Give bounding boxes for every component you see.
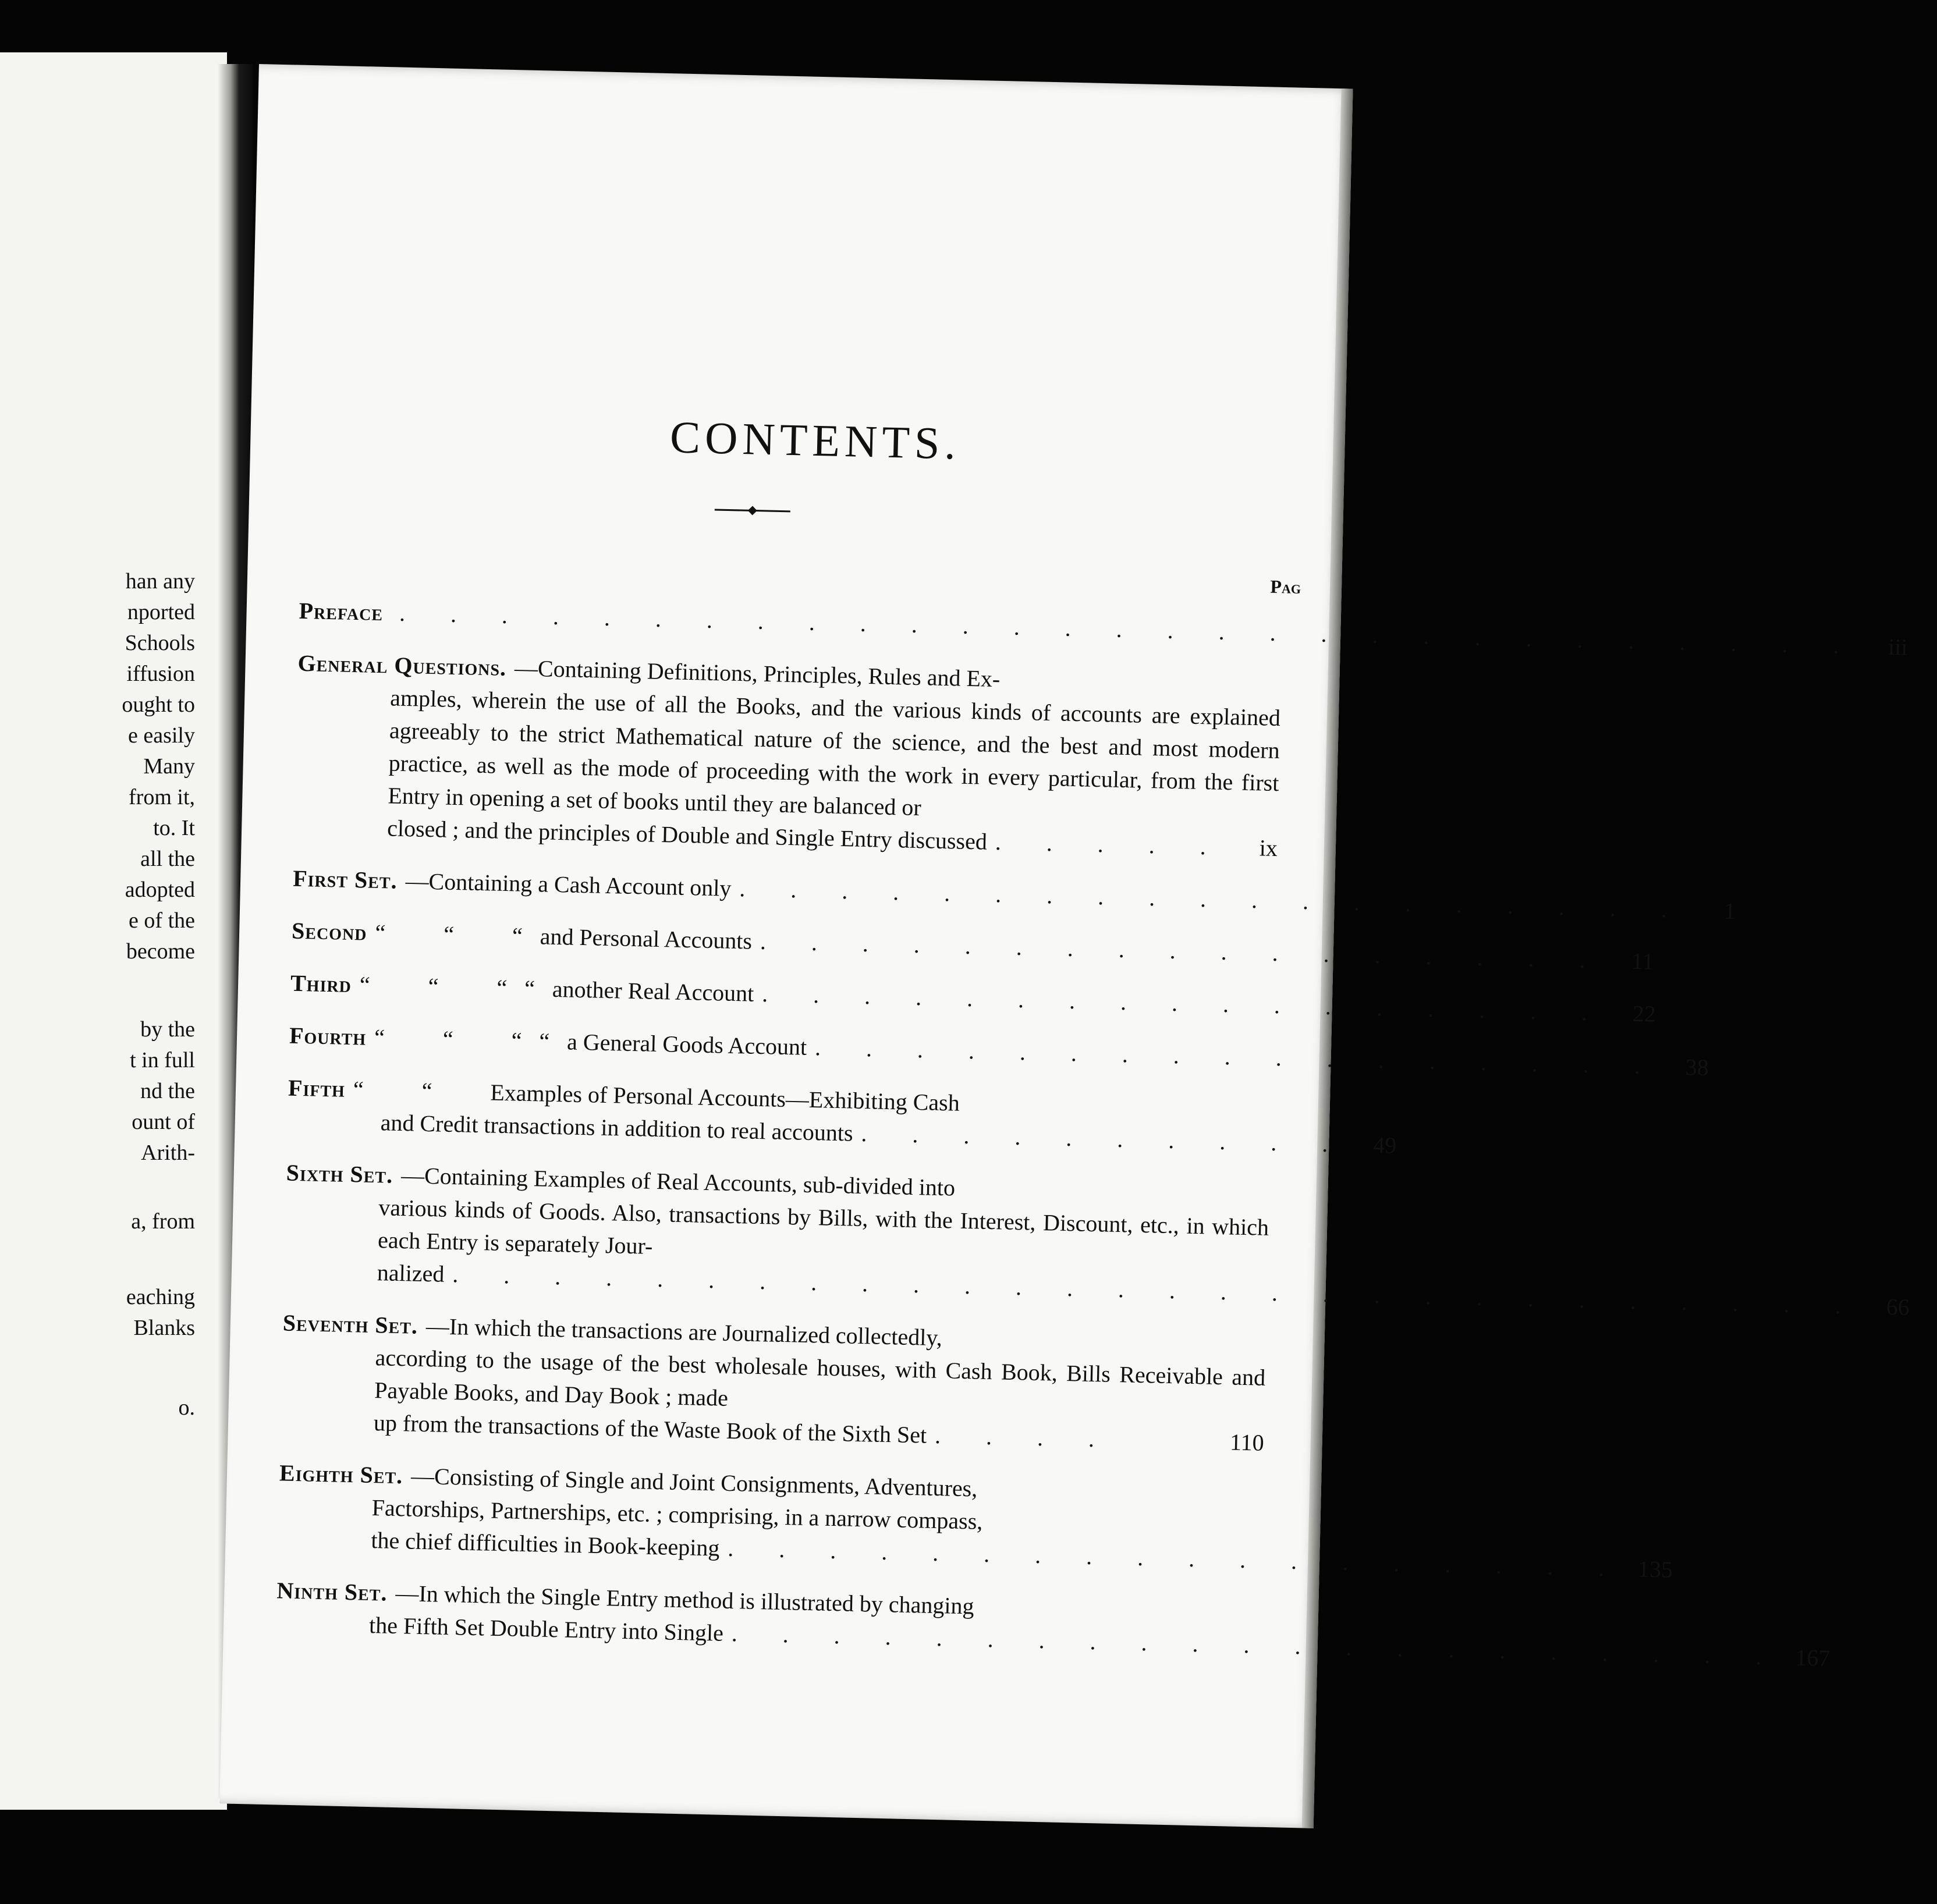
- facing-text-fragment: nported: [127, 600, 195, 624]
- toc-entry-third-set: [290, 967, 1656, 1027]
- entry-text: “ “ “ “ another Real Account: [359, 971, 754, 1007]
- facing-text-fragment: adopted: [125, 878, 195, 902]
- entry-text: —In which the Single Entry method is illustrated by changing: [395, 1580, 975, 1619]
- facing-text-fragment: to. It: [153, 816, 195, 840]
- facing-text-fragment: nd the: [140, 1079, 195, 1103]
- entry-label: Third: [290, 969, 352, 998]
- leader-dots: . . . . . . . . . . . . . . . . .: [760, 928, 1606, 974]
- page-number: 135: [1637, 1555, 1673, 1583]
- facing-text-fragment: Blanks: [133, 1316, 195, 1340]
- facing-text-fragment: become: [126, 939, 195, 964]
- leader-dots: . . . . .: [995, 829, 1226, 861]
- entry-tail: nalized: [377, 1259, 445, 1287]
- facing-page-left: [0, 52, 227, 1810]
- entry-text: —Consisting of Single and Joint Consignments, Adventures,: [410, 1462, 978, 1502]
- entry-tail: and Credit transactions in addition to real accounts: [380, 1109, 854, 1146]
- facing-text-fragment: e of the: [129, 908, 195, 933]
- page-column-heading: Pag: [1270, 576, 1301, 598]
- toc-entry-fourth-set: [289, 1020, 1709, 1081]
- page-title: CONTENTS.: [669, 411, 961, 469]
- facing-text-fragment: Arith-: [141, 1141, 195, 1165]
- entry-description: amples, wherein the use of all the Books, and the various kinds of accounts are explained agreeably to the strict Mathematical nature of the science, and the best and most modern practice, as well as the mode of proceeding with the work in every particular, from the first Entry in opening a set of books until they are balanced or: [388, 684, 1281, 821]
- entry-label: Eighth Set.: [279, 1459, 403, 1489]
- entry-tail: up from the transactions of the Waste Book of the Sixth Set: [373, 1409, 927, 1448]
- toc-entry-ninth-set: [276, 1574, 1830, 1671]
- entry-label: Fifth: [288, 1074, 346, 1102]
- toc-entry-eighth-set: [278, 1457, 1673, 1583]
- facing-text-fragment: a, from: [131, 1209, 195, 1234]
- divider-ornament-icon: [715, 502, 791, 519]
- leader-dots: . . . . . . . . . . . . . . . . .: [761, 981, 1608, 1026]
- entry-text: “ “ “ and Personal Accounts: [375, 919, 753, 954]
- entry-description: various kinds of Goods. Also, transactions by Bills, with the Interest, Discount, etc., in which each Entry is separately Jour-: [377, 1194, 1269, 1259]
- entry-label: Ninth Set.: [276, 1577, 388, 1606]
- leader-dots: . . . . . . . . . . . . . . . . . . .: [739, 875, 1687, 923]
- facing-text-fragment: eaching: [126, 1285, 195, 1309]
- toc-entry-general-questions: [294, 647, 1282, 865]
- page-number: 1: [1723, 897, 1736, 924]
- toc-entry-fifth-set: [287, 1072, 1397, 1159]
- toc-entry-sixth-set: [283, 1157, 1910, 1320]
- leader-dots: . . . .: [934, 1422, 1115, 1452]
- entry-label: Preface: [299, 597, 384, 626]
- entry-label: Seventh Set.: [282, 1309, 418, 1339]
- entry-label: First Set.: [292, 865, 398, 894]
- page-number: 49: [1372, 1131, 1397, 1159]
- facing-text-fragment: han any: [125, 569, 195, 594]
- entry-label: Sixth Set.: [286, 1159, 393, 1188]
- page-number: 110: [1229, 1429, 1265, 1456]
- entry-label: General Questions.: [297, 649, 507, 681]
- toc-entry-seventh-set: [280, 1306, 1266, 1459]
- facing-text-fragment: e easily: [127, 723, 195, 748]
- facing-text-fragment: all the: [140, 847, 195, 871]
- facing-text-fragment: ount of: [132, 1110, 195, 1134]
- leader-dots: . . . . . . . . . . . . . . . . . .: [727, 1534, 1624, 1582]
- entry-tail: the Fifth Set Double Entry into Single: [368, 1611, 724, 1646]
- page-number: 66: [1886, 1293, 1910, 1320]
- leader-dots: . . . . . . . . . . . . . . . . . . . . . . . . . . . . .: [399, 599, 1860, 659]
- entry-label: Fourth: [289, 1022, 367, 1050]
- entry-text: “ “ “ “ a General Goods Account: [374, 1024, 807, 1060]
- toc-entry-second-set: [291, 915, 1655, 975]
- contents-page: [219, 64, 1910, 1828]
- facing-text-fragment: Many: [143, 754, 195, 779]
- entry-text: “ “ Examples of Personal Accounts—Exhibiting Cash: [353, 1076, 960, 1116]
- entry-text: —Containing a Cash Account only: [405, 868, 732, 901]
- facing-text-fragment: o.: [178, 1395, 195, 1420]
- leader-dots: . . . . . . . . . . . . . . . . . . . . . . . . . . . .: [452, 1261, 1861, 1319]
- entry-description: Factorships, Partnerships, etc. ; comprising, in a narrow compass,: [371, 1494, 983, 1534]
- page-number: 38: [1685, 1054, 1709, 1081]
- page-number: iii: [1888, 633, 1908, 660]
- page-number: ix: [1259, 834, 1278, 862]
- entry-text: —Containing Definitions, Principles, Rules and Ex-: [514, 655, 1001, 692]
- toc-entry-first-set: [292, 862, 1736, 924]
- page-number: 11: [1631, 947, 1655, 975]
- entry-description: according to the usage of the best wholesale houses, with Cash Book, Bills Receivable and Payable Books, and Day Book ; made: [374, 1344, 1266, 1411]
- leader-dots: . . . . . . . . . . . . . . . . .: [814, 1034, 1661, 1080]
- facing-text-fragment: t in full: [130, 1048, 195, 1072]
- leader-dots: . . . . . . . . . . . . . . . . . . . . .: [731, 1620, 1782, 1671]
- page-number: 22: [1632, 1000, 1656, 1027]
- facing-text-fragment: iffusion: [126, 662, 195, 686]
- entry-tail: the chief difficulties in Book-keeping: [370, 1527, 720, 1561]
- facing-text-fragment: ought to: [122, 692, 195, 717]
- entry-label: Second: [291, 917, 368, 946]
- facing-text-fragment: from it,: [129, 785, 195, 809]
- entry-tail: closed ; and the principles of Double and Single Entry discussed: [386, 815, 988, 855]
- page-number: 167: [1794, 1644, 1830, 1671]
- leader-dots: . . . . . . . . . .: [861, 1120, 1348, 1157]
- entry-text: —In which the transactions are Journalized collectedly,: [425, 1313, 943, 1351]
- facing-text-fragment: by the: [140, 1017, 195, 1042]
- entry-text: —Containing Examples of Real Accounts, sub-divided into: [400, 1162, 956, 1201]
- facing-text-fragment: Schools: [125, 631, 195, 655]
